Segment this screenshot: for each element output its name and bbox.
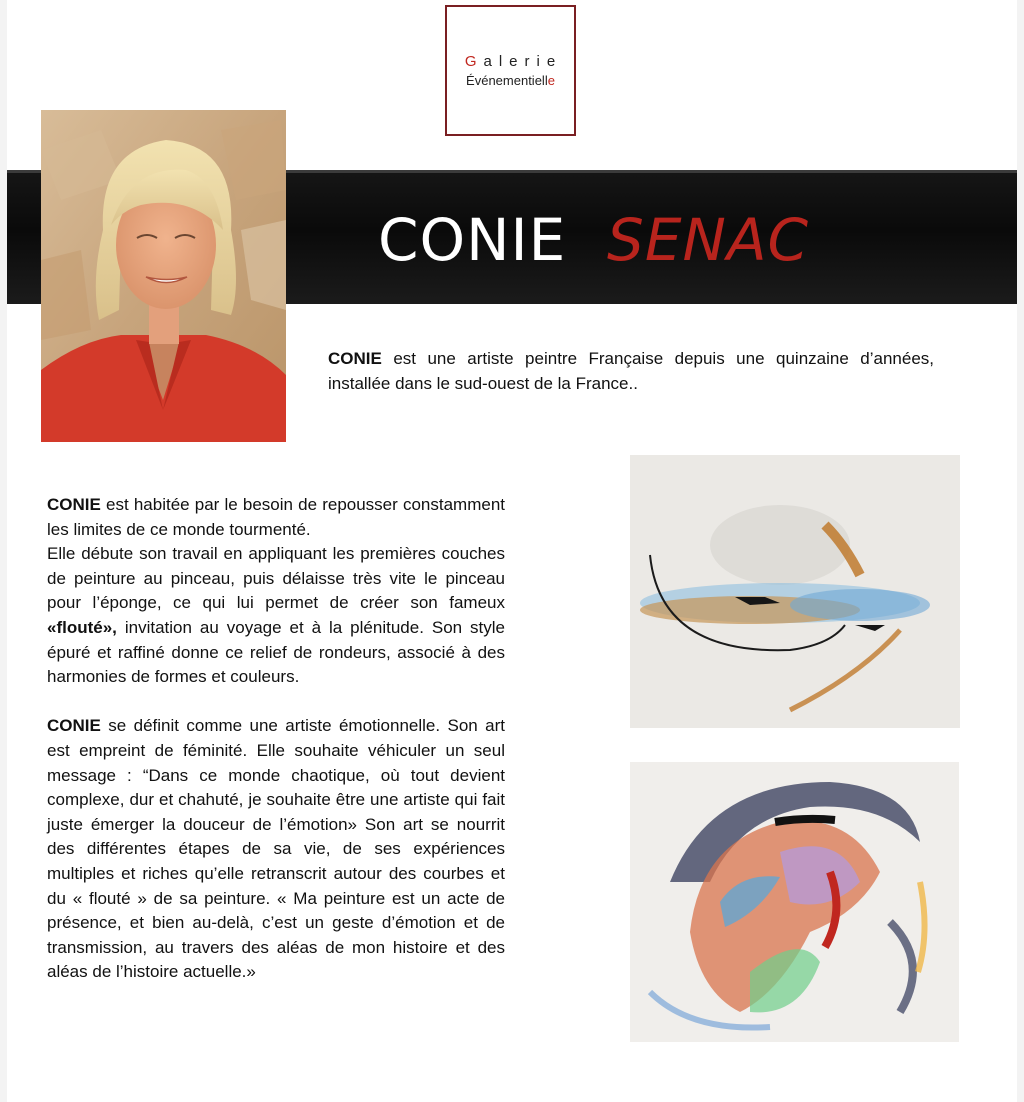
bio-paragraph-2: CONIE se définit comme une artiste émotionnelle. Son art est empreint de féminité. Elle souhaite véhiculer un seul message : “Dans ce monde chaotique, où tout devient complexe, dur et chahuté, je souhaite être une artiste qui fait juste émerger la douceur de l’émotion» Son art se nourrit des différentes étapes de sa vie, de ses expériences multiples et riches qu’elle retranscrit autour des courbes et du « flouté » de sa peinture. « Ma peinture est un acte de présence, et bien au-delà, c’est un geste d’émotion et de transmission, au travers des aléas de mon histoire et des aléas de l’histoire actuelle.»	[47, 716, 505, 982]
bio-artist-name-1: CONIE	[47, 495, 101, 514]
bio-artist-name-2: CONIE	[47, 716, 101, 736]
gallery-logo	[445, 5, 576, 136]
biography	[47, 493, 505, 985]
artist-first-name: CONIE	[378, 206, 567, 274]
floute-term: «flouté»,	[47, 617, 117, 637]
artist-last-name: SENAC	[607, 206, 810, 274]
intro-paragraph	[328, 346, 934, 396]
intro-text: est une artiste peintre Française depuis une quinzaine d’années, installée dans le sud-ouest de la France..	[328, 349, 934, 393]
page-edge-right	[1017, 0, 1024, 1102]
artwork-abstract-horizon	[630, 455, 960, 728]
bio-paragraph-1: CONIE est habitée par le besoin de repousser constamment les limites de ce monde tourmenté. Elle débute son travail en appliquant les premières couches de peinture au pinceau, puis délaisse très vite le pinceau pour l’éponge, ce qui lui permet de créer son fameux «flouté», invitation au voyage et à la plénitude. Son style épuré et raffiné donne ce relief de rondeurs, associé à des harmonies de formes et couleurs.	[47, 495, 505, 687]
logo-line-evenementielle: Événementielle	[466, 73, 555, 88]
intro-artist-name: CONIE	[328, 349, 382, 368]
artwork-abstract-swirl	[630, 762, 959, 1042]
artist-portrait	[41, 110, 286, 442]
page-edge-left	[0, 0, 7, 1102]
logo-line-galerie: Galerie	[464, 53, 563, 70]
